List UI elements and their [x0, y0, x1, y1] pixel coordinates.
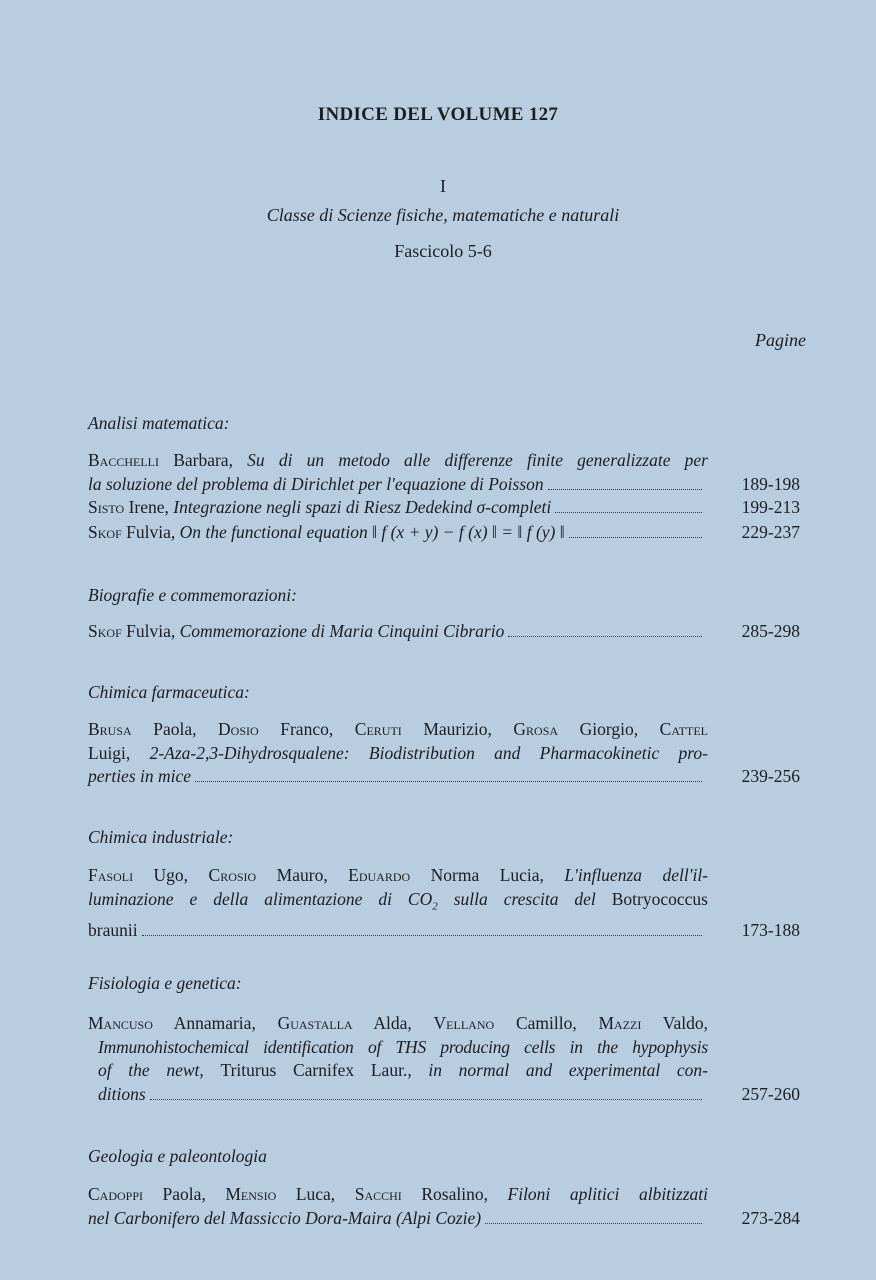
author-surname: Grosa: [513, 719, 559, 739]
entry-line: [88, 718, 708, 742]
author-name: Annamaria,: [152, 1013, 278, 1033]
index-entry: [88, 496, 800, 520]
section-heading: Chimica farmaceutica:: [88, 682, 250, 702]
article-title: nel Carbonifero del Massiccio Dora-Maira (Alpi Cozie): [88, 1207, 482, 1228]
author-surname: Sisto: [88, 497, 125, 517]
page-range: 189-198: [741, 473, 800, 494]
page-range: 173-188: [741, 919, 800, 940]
fascicolo-heading: Fascicolo 5-6: [394, 241, 492, 261]
index-entry: [88, 718, 800, 789]
article-title: Commemorazione di Maria Cinquini Cibrario: [179, 621, 505, 641]
class-heading: Classe di Scienze fisiche, matematiche e naturali: [266, 205, 620, 225]
page-range: 199-213: [741, 497, 800, 517]
leader-dots: [485, 1223, 702, 1224]
article-title: luminazione e della alimentazione di CO: [88, 888, 433, 909]
section-heading: Chimica industriale:: [88, 827, 234, 847]
author-name: Paola,: [131, 719, 219, 739]
article-title: 2-Aza-2,3-Dihydrosqualene: Biodistribution and Pharmacokinetic pro-: [149, 742, 708, 763]
leader-dots: [508, 636, 702, 637]
entry-line: [88, 864, 708, 888]
author-surname: Mancuso: [88, 1013, 153, 1033]
index-entry: [88, 1012, 800, 1106]
entry-line: [88, 919, 800, 943]
author-name: Fulvia,: [121, 522, 180, 542]
leader-dots: [150, 1099, 702, 1100]
page-range: 257-260: [741, 1083, 800, 1104]
index-entry: [88, 521, 800, 545]
page-range: 229-237: [741, 522, 800, 542]
author-surname: Sacchi: [354, 1184, 402, 1204]
article-title: Integrazione negli spazi di Riesz Dedekind σ-completi: [173, 497, 552, 517]
entry-line: [88, 1036, 708, 1060]
entry-line: [88, 620, 800, 644]
entry-line: [88, 473, 800, 497]
author-name: Alda,: [352, 1013, 434, 1033]
entry-line: [88, 742, 708, 766]
author-surname: Guastalla: [277, 1013, 353, 1033]
author-name: Rosalino,: [401, 1184, 508, 1204]
leader-dots: [548, 489, 702, 490]
author-surname: Brusa: [88, 719, 132, 739]
article-title: ditions: [98, 1083, 146, 1104]
author-name: Maurizio,: [401, 719, 514, 739]
article-title: sulla crescita del: [437, 888, 612, 909]
section-heading: Geologia e paleontologia: [88, 1146, 267, 1166]
entry-line: [88, 1207, 800, 1231]
author-name: Camillo,: [494, 1013, 599, 1033]
author-surname: Fasoli: [88, 865, 134, 885]
author-surname: Bacchelli: [88, 450, 159, 470]
author-name: Luigi,: [88, 742, 150, 763]
section-heading: Fisiologia e genetica:: [88, 973, 242, 993]
article-title: Su di un metodo alle differenze finite generalizzate per: [247, 450, 708, 470]
index-entry: [88, 1183, 800, 1230]
index-entry: [88, 620, 800, 644]
leader-dots: [569, 537, 702, 538]
leader-dots: [142, 935, 702, 936]
leader-dots: [555, 512, 702, 513]
entry-line: [88, 1012, 708, 1036]
entry-line: [88, 765, 800, 789]
author-surname: Crosio: [208, 865, 257, 885]
author-surname: Cadoppi: [88, 1184, 144, 1204]
entry-line: [88, 449, 708, 473]
subscript: 2: [432, 900, 438, 912]
author-name: Paola,: [143, 1184, 226, 1204]
author-surname: Skof: [88, 621, 122, 641]
author-name: Barbara,: [159, 450, 248, 470]
page-range: 239-256: [741, 766, 800, 786]
species-name: braunii: [88, 919, 138, 940]
author-name: Valdo,: [641, 1013, 709, 1033]
author-name: Norma Lucia,: [410, 865, 565, 885]
article-title: On the functional equation ‖ f (x + y) − f (x) ‖ = ‖ f (y) ‖: [179, 522, 565, 542]
author-name: Ugo,: [133, 865, 209, 885]
author-surname: Cattel: [659, 719, 708, 739]
author-name: Franco,: [258, 719, 355, 739]
article-title: perties in mice: [88, 766, 192, 786]
entry-line: [88, 888, 708, 919]
index-entry: [88, 864, 800, 942]
entry-line: [88, 496, 800, 520]
author-surname: Dosio: [218, 719, 259, 739]
article-title: Immunohistochemical identification of THS producing cells in the hypophysis: [98, 1036, 708, 1057]
author-name: Giorgio,: [558, 719, 660, 739]
article-title: , in normal and experimental con-: [407, 1060, 709, 1080]
article-title: Filoni aplitici albitizzati: [507, 1184, 709, 1204]
leader-dots: [195, 781, 702, 782]
article-title: la soluzione del problema di Dirichlet per l'equazione di Poisson: [88, 473, 544, 494]
author-surname: Eduardo: [348, 865, 411, 885]
page-range: 273-284: [741, 1207, 800, 1228]
entry-line: [88, 1183, 708, 1207]
author-surname: Ceruti: [354, 719, 402, 739]
author-name: Mauro,: [256, 865, 349, 885]
entry-line: [88, 1083, 800, 1107]
part-number: I: [440, 176, 446, 196]
author-surname: Skof: [88, 522, 122, 542]
author-surname: Mazzi: [598, 1013, 642, 1033]
entry-line: [88, 1059, 708, 1083]
author-name: Fulvia,: [121, 621, 180, 641]
page-title: INDICE DEL VOLUME 127: [317, 104, 559, 125]
author-surname: Vellano: [433, 1013, 495, 1033]
author-name: Irene,: [124, 497, 174, 517]
pages-column-label: Pagine: [755, 330, 806, 350]
author-name: Luca,: [276, 1184, 355, 1204]
species-name: Botryococcus: [611, 888, 708, 909]
section-heading: Analisi matematica:: [88, 413, 230, 433]
entry-line: [88, 521, 800, 545]
article-title: L'influenza dell'il-: [564, 865, 709, 885]
species-name: Triturus Carnifex Laur.: [220, 1060, 408, 1080]
index-entry: [88, 449, 800, 496]
article-title: of the newt,: [98, 1060, 221, 1080]
author-surname: Mensio: [225, 1184, 277, 1204]
section-heading: Biografie e commemorazioni:: [88, 585, 297, 605]
page-range: 285-298: [741, 621, 800, 641]
